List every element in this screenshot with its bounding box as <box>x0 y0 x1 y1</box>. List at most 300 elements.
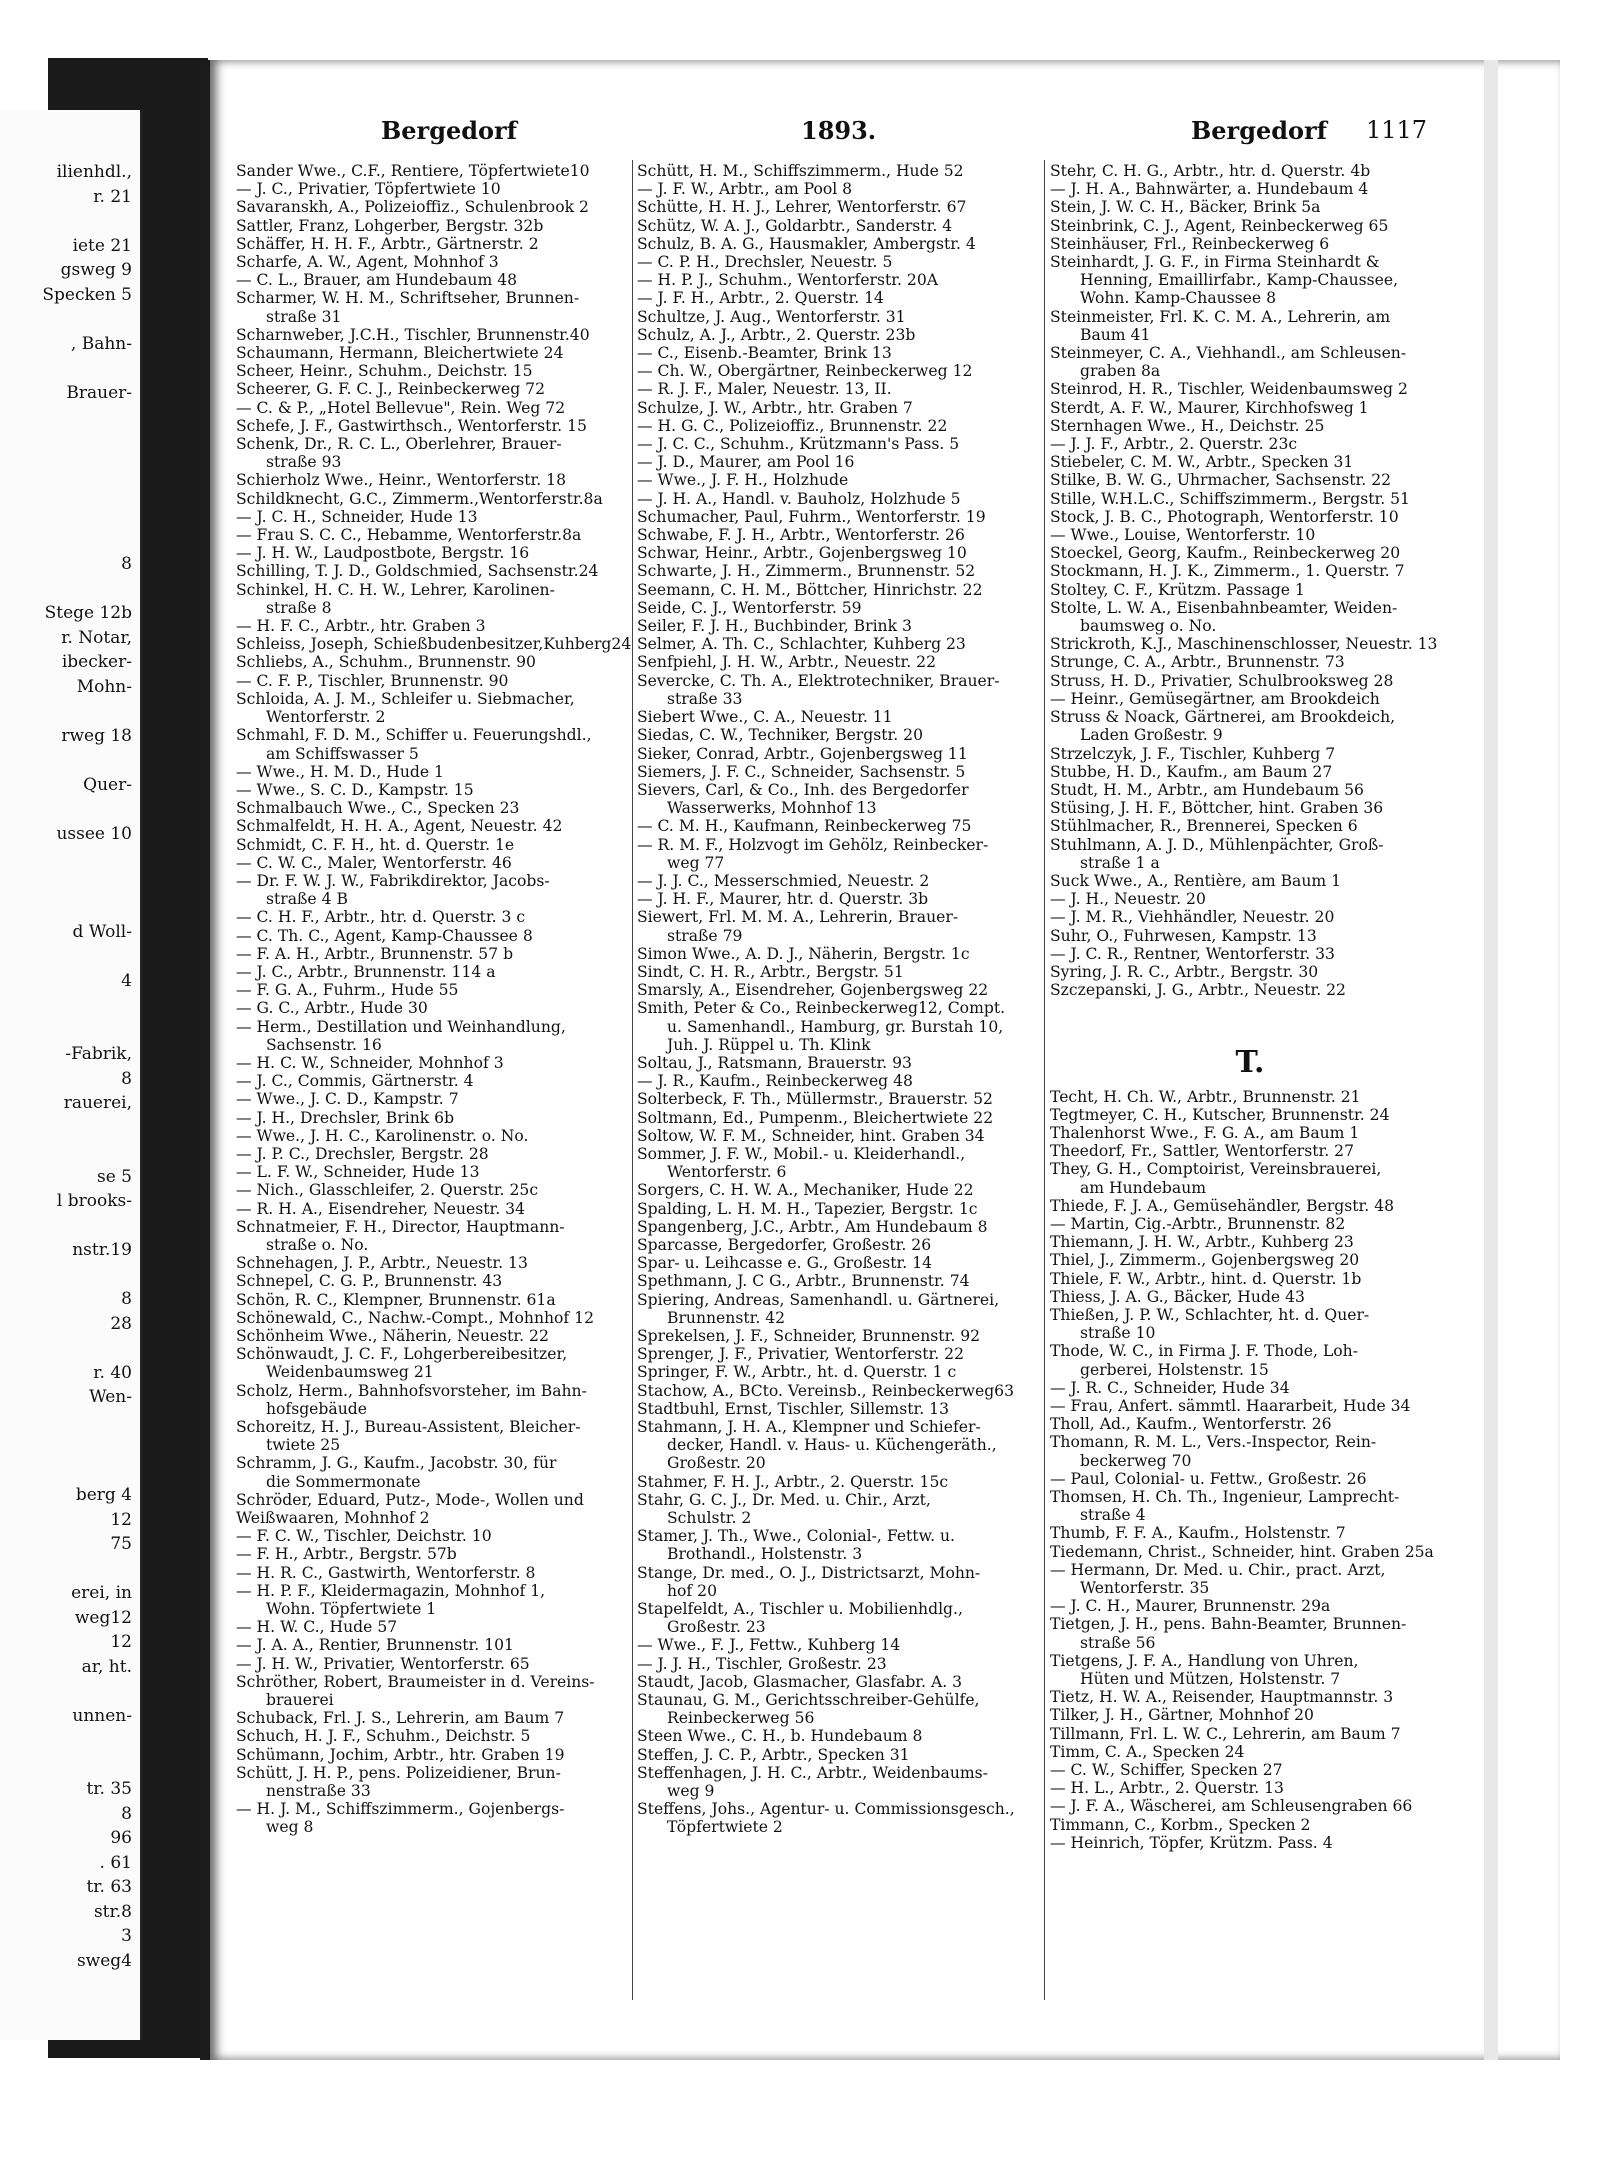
directory-entry: — F. G. A., Fuhrm., Hude 55 <box>236 981 459 1000</box>
directory-entry: Sternhagen Wwe., H., Deichstr. 25 <box>1050 416 1325 435</box>
directory-entry: straße 8 <box>266 598 332 617</box>
directory-entry: Schinkel, H. C. H. W., Lehrer, Karolinen- <box>236 580 555 599</box>
prev-page-fragment: 12 <box>110 1632 132 1652</box>
prev-page-fragment: Mohn- <box>76 676 132 697</box>
directory-entry: beckerweg 70 <box>1080 1451 1192 1470</box>
directory-entry: Sparcasse, Bergedorfer, Großestr. 26 <box>637 1235 932 1254</box>
directory-entry: Wentorferstr. 2 <box>266 708 386 727</box>
directory-entry: Schütt, H. M., Schiffszimmerm., Hude 52 <box>637 162 964 180</box>
directory-column-1 <box>236 162 636 1837</box>
directory-column-3 <box>1050 162 1450 1852</box>
directory-entry: twiete 25 <box>266 1436 341 1455</box>
directory-entry: Severcke, C. Th. A., Elektrotechniker, Brauer- <box>637 671 1000 690</box>
directory-entry: Stockmann, H. J. K., Zimmerm., 1. Querstr. 7 <box>1050 562 1405 581</box>
directory-entry: Steinbrink, C. J., Agent, Reinbeckerweg 65 <box>1050 216 1389 235</box>
prev-page-fragment: l brooks- <box>56 1191 132 1211</box>
directory-entry: Seiler, F. J. H., Buchbinder, Brink 3 <box>637 617 912 636</box>
directory-entry: — Wwe., S. C. D., Kampstr. 15 <box>236 780 474 799</box>
directory-entry: Tietgens, J. F. A., Handlung von Uhren, <box>1050 1651 1359 1670</box>
directory-entry: Stuhlmann, A. J. D., Mühlenpächter, Groß- <box>1050 835 1384 854</box>
directory-entry: — C. F. P., Tischler, Brunnenstr. 90 <box>236 671 509 690</box>
directory-entry: Schümann, Jochim, Arbtr., htr. Graben 19 <box>236 1745 565 1764</box>
directory-entry: Brunnenstr. 42 <box>667 1308 786 1327</box>
directory-entry: — H. R. C., Gastwirth, Wentorferstr. 8 <box>236 1563 536 1582</box>
directory-entry: — J. R. C., Schneider, Hude 34 <box>1050 1378 1290 1397</box>
directory-entry: Spangenberg, J.C., Arbtr., Am Hundebaum 8 <box>637 1217 988 1236</box>
directory-entry: Thumb, F. F. A., Kaufm., Holstenstr. 7 <box>1050 1524 1346 1543</box>
directory-entry: Schönheim Wwe., Näherin, Neuestr. 22 <box>236 1327 549 1345</box>
directory-entry: Schulze, J. W., Arbtr., htr. Graben 7 <box>637 398 913 417</box>
prev-page-fragment: 75 <box>110 1534 132 1554</box>
directory-entry: Thiede, F. J. A., Gemüsehändler, Bergstr. 48 <box>1050 1196 1395 1215</box>
directory-entry: — Wwe., Louise, Wentorferstr. 10 <box>1050 526 1316 545</box>
directory-entry: — R. J. F., Maler, Neuestr. 13, II. <box>637 380 892 399</box>
prev-page-fragment: d Woll- <box>72 921 132 942</box>
prev-page-fragment: Stege 12b <box>44 603 132 623</box>
directory-entry: graben 8a <box>1080 362 1161 381</box>
directory-entry: — Frau S. C. C., Hebamme, Wentorferstr.8a <box>236 526 582 545</box>
prev-page-fragment: se 5 <box>96 1166 132 1187</box>
directory-entry: baumsweg o. No. <box>1080 617 1217 636</box>
directory-entry: am Schiffswasser 5 <box>266 744 419 763</box>
prev-page-fragment: nstr.19 <box>72 1240 132 1260</box>
directory-entry: Stoltey, C. F., Krützm. Passage 1 <box>1050 580 1305 599</box>
directory-entry: Siebert Wwe., C. A., Neuestr. 11 <box>637 708 893 727</box>
directory-entry: — F. A. H., Arbtr., Brunnenstr. 57 b <box>236 944 514 963</box>
directory-entry: Sprekelsen, J. F., Schneider, Brunnenstr. 92 <box>637 1327 981 1345</box>
directory-entry: Stahmann, J. H. A., Klempner und Schiefer- <box>637 1418 981 1437</box>
prev-page-fragment: -Fabrik, <box>65 1044 132 1064</box>
directory-entry: — C. Th. C., Agent, Kamp-Chaussee 8 <box>236 926 533 945</box>
prev-page-fragment: 96 <box>110 1828 132 1848</box>
directory-entry: Sterdt, A. F. W., Maurer, Kirchhofsweg 1 <box>1050 398 1369 417</box>
directory-entry: Schnepel, C. G. P., Brunnenstr. 43 <box>236 1272 503 1291</box>
directory-entry: Siemers, J. F. C., Schneider, Sachsenstr. 5 <box>637 762 966 781</box>
directory-entry: Schilling, T. J. D., Goldschmied, Sachsenstr.24 <box>236 562 599 581</box>
directory-entry: Seide, C. J., Wentorferstr. 59 <box>637 598 862 617</box>
directory-entry: Wasserwerks, Mohnhof 13 <box>667 799 877 818</box>
directory-entry: Syring, J. R. C., Arbtr., Bergstr. 30 <box>1050 962 1319 981</box>
directory-entry: — J. F. A., Wäscherei, am Schleusengraben 66 <box>1050 1797 1413 1816</box>
directory-entry: — F. C. W., Tischler, Deichstr. 10 <box>236 1527 492 1546</box>
directory-entry: Spethmann, J. C G., Arbtr., Brunnenstr. 74 <box>637 1272 970 1291</box>
directory-entry: Studt, H. M., Arbtr., am Hundebaum 56 <box>1050 780 1364 799</box>
directory-entry: Schönewald, C., Nachw.-Compt., Mohnhof 12 <box>236 1308 595 1327</box>
directory-entry: Solterbeck, F. Th., Müllermstr., Brauerstr. 52 <box>637 1090 993 1109</box>
directory-entry: Schloida, A. J. M., Schleifer u. Siebmacher, <box>236 689 575 708</box>
directory-entry: Suhr, O., Fuhrwesen, Kampstr. 13 <box>1050 926 1317 945</box>
directory-entry: — J. H. F., Maurer, htr. d. Querstr. 3b <box>637 890 929 909</box>
directory-entry: weg 9 <box>667 1782 715 1801</box>
directory-entry: — Wwe., J. F. H., Holzhude <box>637 471 849 490</box>
directory-entry: — J. H. A., Bahnwärter, a. Hundebaum 4 <box>1050 180 1369 199</box>
directory-entry: Schütz, W. A. J., Goldarbtr., Sanderstr. 4 <box>637 216 953 235</box>
directory-entry: Suck Wwe., A., Rentière, am Baum 1 <box>1050 871 1342 890</box>
directory-entry: Großestr. 20 <box>667 1454 766 1473</box>
directory-entry: — J. H., Neuestr. 20 <box>1050 890 1206 909</box>
directory-entry: Timmann, C., Korbm., Specken 2 <box>1050 1815 1311 1834</box>
directory-entry: Scharfe, A. W., Agent, Mohnhof 3 <box>236 253 499 272</box>
directory-entry: Stange, Dr. med., O. J., Districtsarzt, Mohn- <box>637 1563 981 1582</box>
header-town-right: Bergedorf <box>1191 116 1328 145</box>
directory-entry: — Wwe., J. C. D., Kampstr. 7 <box>236 1090 459 1109</box>
page-right-edge <box>1484 60 1498 2060</box>
previous-page-edge <box>0 110 143 2040</box>
prev-page-fragment: sweg4 <box>76 1950 132 1971</box>
prev-page-fragment: rauerei, <box>63 1093 132 1113</box>
directory-entry: Stüsing, J. H. F., Böttcher, hint. Graben 36 <box>1050 799 1384 818</box>
prev-page-fragment: ibecker- <box>61 652 132 672</box>
directory-entry: straße 10 <box>1080 1324 1156 1343</box>
prev-page-fragment: erei, in <box>71 1583 132 1603</box>
directory-entry: Szczepanski, J. G., Arbtr., Neuestr. 22 <box>1050 981 1346 1000</box>
directory-entry: hofsgebäude <box>266 1399 367 1418</box>
prev-page-fragment: rweg 18 <box>61 725 132 746</box>
directory-entry: Tilker, J. H., Gärtner, Mohnhof 20 <box>1050 1706 1314 1725</box>
directory-entry: Schleiss, Joseph, Schießbudenbesitzer,Kuhberg24 <box>236 635 632 654</box>
directory-entry: Schütt, J. H. P., pens. Polizeidiener, Brun- <box>236 1763 561 1782</box>
directory-entry: — R. H. A., Eisendreher, Neuestr. 34 <box>236 1199 525 1218</box>
directory-entry: Thiess, J. A. G., Bäcker, Hude 43 <box>1050 1287 1305 1306</box>
directory-entry: — H. P. J., Schuhm., Wentorferstr. 20A <box>637 271 939 290</box>
directory-entry: Schnatmeier, F. H., Director, Hauptmann- <box>236 1217 565 1236</box>
directory-entry: Senfpiehl, J. H. W., Arbtr., Neuestr. 22 <box>637 653 936 672</box>
directory-entry: Siedas, C. W., Techniker, Bergstr. 20 <box>637 726 923 745</box>
directory-entry: Schuback, Frl. J. S., Lehrerin, am Baum 7 <box>236 1709 565 1728</box>
directory-entry: Brothandl., Holstenstr. 3 <box>667 1545 863 1564</box>
prev-page-fragment: . 61 <box>99 1852 132 1873</box>
directory-entry: Sattler, Franz, Lohgerber, Bergstr. 32b <box>236 216 544 235</box>
directory-entry: straße 4 <box>1080 1506 1146 1525</box>
directory-entry: — C., Eisenb.-Beamter, Brink 13 <box>637 344 892 363</box>
directory-entry: Juh. J. Rüppel u. Th. Klink <box>667 1035 871 1054</box>
directory-entry: hof 20 <box>667 1581 718 1600</box>
directory-entry: — Heinrich, Töpfer, Krützm. Pass. 4 <box>1050 1833 1333 1852</box>
directory-entry: straße 4 B <box>266 890 348 909</box>
directory-entry: Schönwaudt, J. C. F., Lohgerbereibesitzer, <box>236 1345 568 1364</box>
directory-entry: Stolte, L. W. A., Eisenbahnbeamter, Weiden- <box>1050 598 1398 617</box>
prev-page-fragment: 8 <box>121 1068 132 1089</box>
directory-entry: Schröder, Eduard, Putz-, Mode-, Wollen und <box>236 1490 584 1509</box>
directory-entry: Steinrod, H. R., Tischler, Weidenbaumsweg 2 <box>1050 380 1408 399</box>
directory-entry: — H. P. F., Kleidermagazin, Mohnhof 1, <box>236 1581 546 1600</box>
prev-page-fragment: Quer- <box>83 774 132 795</box>
directory-entry: Töpfertwiete 2 <box>667 1818 783 1837</box>
directory-entry: Schenk, Dr., R. C. L., Oberlehrer, Brauer- <box>236 435 562 454</box>
directory-entry: Thomann, R. M. L., Vers.-Inspector, Rein- <box>1050 1433 1377 1452</box>
directory-entry: Techt, H. Ch. W., Arbtr., Brunnenstr. 21 <box>1050 1087 1361 1106</box>
directory-entry: — C. P. H., Drechsler, Neuestr. 5 <box>637 253 893 272</box>
directory-entry: Schäffer, H. H. F., Arbtr., Gärtnerstr. 2 <box>236 234 539 253</box>
directory-entry: — F. H., Arbtr., Bergstr. 57b <box>236 1545 457 1564</box>
directory-entry: Scheer, Heinr., Schuhm., Deichstr. 15 <box>236 362 533 381</box>
directory-entry: straße 31 <box>266 307 342 326</box>
header-year: 1893. <box>801 116 877 145</box>
directory-entry: — L. F. W., Schneider, Hude 13 <box>236 1163 480 1182</box>
directory-entry: — Wwe., F. J., Fettw., Kuhberg 14 <box>637 1636 901 1655</box>
directory-entry: Sievers, Carl, & Co., Inh. des Bergedorfer <box>637 780 969 799</box>
directory-entry: Spalding, L. H. M. H., Tapezier, Bergstr. 1c <box>637 1199 978 1218</box>
directory-entry: Henning, Emaillirfabr., Kamp-Chaussee, <box>1080 271 1399 290</box>
directory-entry: Scharnweber, J.C.H., Tischler, Brunnenstr.40 <box>236 325 590 344</box>
directory-entry: Steinmeister, Frl. K. C. M. A., Lehrerin, am <box>1050 307 1391 326</box>
directory-entry: Thiel, J., Zimmerm., Gojenbergsweg 20 <box>1050 1251 1360 1270</box>
directory-entry: Scheerer, G. F. C. J., Reinbeckerweg 72 <box>236 380 546 399</box>
directory-entry: Savaranskh, A., Polizeioffiz., Schulenbrook 2 <box>236 198 589 217</box>
directory-entry: Strzelczyk, J. F., Tischler, Kuhberg 7 <box>1050 744 1336 763</box>
prev-page-fragment: ussee 10 <box>56 823 132 844</box>
directory-entry: Tietgen, J. H., pens. Bahn-Beamter, Brunnen- <box>1050 1615 1407 1634</box>
directory-entry: Springer, F. W., Arbtr., ht. d. Querstr. 1 c <box>637 1363 957 1382</box>
prev-page-fragment: , Bahn- <box>70 333 132 354</box>
directory-entry: Laden Großestr. 9 <box>1080 726 1223 745</box>
directory-entry: — Paul, Colonial- u. Fettw., Großestr. 26 <box>1050 1469 1367 1488</box>
prev-page-fragment: Specken 5 <box>42 284 132 305</box>
directory-entry: Simon Wwe., A. D. J., Näherin, Bergstr. 1c <box>637 944 970 963</box>
directory-entry: — C. & P., „Hotel Bellevue", Rein. Weg 72 <box>236 398 566 417</box>
directory-entry: Sindt, C. H. R., Arbtr., Bergstr. 51 <box>637 962 904 981</box>
directory-entry: — J. H., Drechsler, Brink 6b <box>236 1108 455 1127</box>
directory-entry: Steinmeyer, C. A., Viehhandl., am Schleusen- <box>1050 344 1407 363</box>
directory-entry: — Wwe., J. H. C., Karolinenstr. o. No. <box>236 1126 529 1145</box>
directory-entry: — C. W., Schiffer, Specken 27 <box>1050 1761 1283 1780</box>
prev-page-fragment: 3 <box>121 1926 132 1946</box>
directory-entry: Spar- u. Leihcasse e. G., Großestr. 14 <box>637 1254 933 1273</box>
directory-entry: Schultze, J. Aug., Wentorferstr. 31 <box>637 307 906 326</box>
directory-entry: Soltow, W. F. M., Schneider, hint. Graben 34 <box>637 1126 985 1145</box>
directory-entry: — J. C. H., Schneider, Hude 13 <box>236 507 478 526</box>
directory-entry: — J. C., Arbtr., Brunnenstr. 114 a <box>236 962 496 981</box>
directory-entry: Schildknecht, G.C., Zimmerm.,Wentorferstr.8a <box>236 489 603 508</box>
directory-entry: Stapelfeldt, A., Tischler u. Mobilienhdlg., <box>637 1600 963 1619</box>
directory-entry: Strunge, C. A., Arbtr., Brunnenstr. 73 <box>1050 653 1345 672</box>
directory-entry: Struss & Noack, Gärtnerei, am Brookdeich, <box>1050 708 1396 727</box>
directory-entry: gerberei, Holstenstr. 15 <box>1080 1360 1269 1379</box>
directory-entry: — J. A. A., Rentier, Brunnenstr. 101 <box>236 1636 514 1655</box>
directory-entry: Schmalbauch Wwe., C., Specken 23 <box>236 799 520 818</box>
directory-entry: — Herm., Destillation und Weinhandlung, <box>236 1017 566 1036</box>
directory-entry: Schefe, J. F., Gastwirthsch., Wentorferstr. 15 <box>236 416 587 435</box>
prev-page-fragment: r. 40 <box>93 1362 132 1383</box>
directory-entry: Tiedemann, Christ., Schneider, hint. Graben 25a <box>1050 1542 1434 1561</box>
directory-entry: Scholz, Herm., Bahnhofsvorsteher, im Bahn- <box>236 1381 587 1400</box>
directory-entry: Schmalfeldt, H. H. A., Agent, Neuestr. 42 <box>236 817 563 836</box>
prev-page-fragment: gsweg 9 <box>60 260 132 280</box>
directory-entry: brauerei <box>266 1691 334 1710</box>
directory-entry: Wentorferstr. 35 <box>1080 1579 1210 1598</box>
directory-entry: — G. C., Arbtr., Hude 30 <box>236 999 428 1018</box>
directory-entry: Hüten und Mützen, Holstenstr. 7 <box>1080 1670 1341 1689</box>
column-divider <box>1044 160 1045 2000</box>
directory-entry: Stehr, C. H. G., Arbtr., htr. d. Querstr. 4b <box>1050 162 1371 180</box>
directory-entry: am Hundebaum <box>1080 1178 1207 1197</box>
directory-entry: Stille, W.H.L.C., Schiffszimmerm., Bergstr. 51 <box>1050 489 1410 508</box>
directory-entry: Sprenger, J. F., Privatier, Wentorferstr. 22 <box>637 1345 965 1364</box>
directory-entry: Steen Wwe., C. H., b. Hundebaum 8 <box>637 1727 923 1746</box>
directory-entry: — H. G. C., Polizeioffiz., Brunnenstr. 22 <box>637 416 948 435</box>
prev-page-fragment: 28 <box>110 1313 132 1334</box>
directory-entry: Weidenbaumsweg 21 <box>266 1363 434 1382</box>
directory-entry: Staunau, G. M., Gerichtsschreiber-Gehülfe, <box>637 1691 980 1710</box>
directory-entry: decker, Handl. v. Haus- u. Küchengeräth., <box>667 1436 997 1455</box>
directory-entry: Steffenhagen, J. H. C., Arbtr., Weidenbaums- <box>637 1763 988 1782</box>
directory-entry: — J. J. H., Tischler, Großestr. 23 <box>637 1654 887 1673</box>
directory-entry: — Heinr., Gemüsegärtner, am Brookdeich <box>1050 689 1380 708</box>
directory-entry: Weißwaaren, Mohnhof 2 <box>236 1509 430 1528</box>
directory-entry: — J. F. H., Arbtr., 2. Querstr. 14 <box>637 289 884 308</box>
directory-entry: Stühlmacher, R., Brennerei, Specken 6 <box>1050 817 1358 836</box>
directory-entry: Thomsen, H. Ch. Th., Ingenieur, Lamprecht- <box>1050 1488 1400 1507</box>
directory-entry: — C. M. H., Kaufmann, Reinbeckerweg 75 <box>637 817 972 836</box>
directory-entry: Stilke, B. W. G., Uhrmacher, Sachsenstr. 22 <box>1050 471 1392 490</box>
directory-entry: Schröther, Robert, Braumeister in d. Vereins- <box>236 1672 595 1691</box>
directory-entry: — J. R., Kaufm., Reinbeckerweg 48 <box>637 1072 913 1091</box>
directory-entry: Soltau, J., Ratsmann, Brauerstr. 93 <box>637 1053 912 1072</box>
directory-entry: — J. F. W., Arbtr., am Pool 8 <box>637 180 853 199</box>
directory-entry: Schaumann, Hermann, Bleichertwiete 24 <box>236 344 564 363</box>
prev-page-fragment: 12 <box>110 1509 132 1530</box>
directory-entry: Stiebeler, C. M. W., Arbtr., Specken 31 <box>1050 453 1354 472</box>
prev-page-fragment: 8 <box>121 1289 132 1309</box>
page-header <box>236 116 1436 156</box>
directory-entry: Schütte, H. H. J., Lehrer, Wentorferstr. 67 <box>637 198 967 217</box>
directory-entry: Tholl, Ad., Kaufm., Wentorferstr. 26 <box>1050 1415 1332 1434</box>
directory-entry: Schön, R. C., Klempner, Brunnenstr. 61a <box>236 1290 556 1309</box>
directory-entry: Staudt, Jacob, Glasmacher, Glasfabr. A. 3 <box>637 1672 963 1691</box>
directory-entry: Stahmer, F. H. J., Arbtr., 2. Querstr. 15c <box>637 1472 949 1491</box>
directory-entry: Stamer, J. Th., Wwe., Colonial-, Fettw. u. <box>637 1527 955 1546</box>
directory-entry: Schumacher, Paul, Fuhrm., Wentorferstr. 19 <box>637 507 986 526</box>
prev-page-fragment: r. 21 <box>93 186 132 207</box>
directory-entry: Sorgers, C. H. W. A., Mechaniker, Hude 22 <box>637 1181 974 1200</box>
directory-entry: Theedorf, Fr., Sattler, Wentorferstr. 27 <box>1050 1142 1355 1161</box>
directory-entry: — J. D., Maurer, am Pool 16 <box>637 453 855 472</box>
directory-entry: Steffens, Johs., Agentur- u. Commissionsgesch., <box>637 1800 1015 1819</box>
directory-entry: Schulz, A. J., Arbtr., 2. Querstr. 23b <box>637 325 916 344</box>
directory-entry: Schulz, B. A. G., Hausmakler, Ambergstr. 4 <box>637 234 976 253</box>
directory-entry: Stein, J. W. C. H., Bäcker, Brink 5a <box>1050 198 1321 217</box>
directory-entry: straße 93 <box>266 453 342 472</box>
directory-entry: — J. J. F., Arbtr., 2. Querstr. 23c <box>1050 435 1298 454</box>
directory-entry: Sachsenstr. 16 <box>266 1035 382 1054</box>
directory-entry: Seemann, C. H. M., Böttcher, Hinrichstr. 22 <box>637 580 983 599</box>
directory-entry: Thode, W. C., in Firma J. F. Thode, Loh- <box>1050 1342 1358 1361</box>
directory-entry: Steinhäuser, Frl., Reinbeckerweg 6 <box>1050 234 1330 253</box>
directory-entry: Reinbeckerweg 56 <box>667 1709 815 1728</box>
directory-entry: Steffen, J. C. P., Arbtr., Specken 31 <box>637 1745 910 1764</box>
directory-entry: — Dr. F. W. J. W., Fabrikdirektor, Jacobs- <box>236 871 550 890</box>
directory-entry: Tietz, H. W. A., Reisender, Hauptmannstr. 3 <box>1050 1688 1394 1707</box>
directory-entry: Schwarte, J. H., Zimmerm., Brunnenstr. 52 <box>637 562 976 581</box>
directory-entry: — C. W. C., Maler, Wentorferstr. 46 <box>236 853 512 872</box>
prev-page-fragment: Brauer- <box>66 382 132 403</box>
directory-entry: straße o. No. <box>266 1235 369 1254</box>
directory-entry: Thalenhorst Wwe., F. G. A., am Baum 1 <box>1050 1123 1360 1142</box>
directory-entry: They, G. H., Comptoirist, Vereinsbrauerei, <box>1050 1160 1382 1179</box>
directory-entry: — C. H. F., Arbtr., htr. d. Querstr. 3 c <box>236 908 526 927</box>
directory-entry: Selmer, A. Th. C., Schlachter, Kuhberg 23 <box>637 635 966 654</box>
directory-entry: Stachow, A., BCto. Vereinsb., Reinbeckerweg63 <box>637 1381 1015 1400</box>
prev-page-fragment: str.8 <box>93 1901 132 1922</box>
directory-entry: Thiemann, J. H. W., Arbtr., Kuhberg 23 <box>1050 1233 1354 1252</box>
directory-entry: Großestr. 23 <box>667 1618 766 1637</box>
directory-entry: Tegtmeyer, C. H., Kutscher, Brunnenstr. 24 <box>1050 1105 1390 1124</box>
prev-page-fragment: tr. 35 <box>86 1779 132 1799</box>
prev-page-fragment: Wen- <box>89 1387 132 1407</box>
directory-entry: weg 8 <box>266 1818 314 1837</box>
directory-entry: Schramm, J. G., Kaufm., Jacobstr. 30, für <box>236 1454 557 1473</box>
directory-entry: Timm, C. A., Specken 24 <box>1050 1742 1245 1761</box>
directory-entry: Schwabe, F. J. H., Arbtr., Wentorferstr. 26 <box>637 526 965 545</box>
directory-entry: straße 33 <box>667 689 743 708</box>
directory-entry: — Nich., Glasschleifer, 2. Querstr. 25c <box>236 1181 539 1200</box>
directory-entry: Strickroth, K.J., Maschinenschlosser, Neuestr. 13 <box>1050 635 1438 654</box>
directory-entry: — J. M. R., Viehhändler, Neuestr. 20 <box>1050 908 1335 927</box>
directory-entry: — C. L., Brauer, am Hundebaum 48 <box>236 271 518 290</box>
directory-entry: — R. M. F., Holzvogt im Gehölz, Reinbecker- <box>637 835 989 854</box>
prev-page-fragment: weg12 <box>74 1607 132 1628</box>
prev-page-fragment: unnen- <box>72 1705 132 1726</box>
directory-entry: Tillmann, Frl. L. W. C., Lehrerin, am Baum 7 <box>1050 1724 1401 1743</box>
directory-entry: — J. H. A., Handl. v. Bauholz, Holzhude 5 <box>637 489 961 508</box>
header-town-left: Bergedorf <box>381 116 518 145</box>
directory-entry: Schmidt, C. F. H., ht. d. Querstr. 1e <box>236 835 515 854</box>
directory-entry: Schnehagen, J. P., Arbtr., Neuestr. 13 <box>236 1254 528 1273</box>
directory-entry: — H. W. C., Hude 57 <box>236 1618 398 1637</box>
directory-entry: — Hermann, Dr. Med. u. Chir., pract. Arzt, <box>1050 1560 1386 1579</box>
directory-entry: straße 56 <box>1080 1633 1156 1652</box>
directory-entry: Soltmann, Ed., Pumpenm., Bleichertwiete 22 <box>637 1108 994 1127</box>
directory-entry: Stadtbuhl, Ernst, Tischler, Sillemstr. 13 <box>637 1399 949 1418</box>
directory-entry: — J. H. W., Privatier, Wentorferstr. 65 <box>236 1654 530 1673</box>
directory-entry: Schulstr. 2 <box>667 1509 752 1528</box>
section-letter: T. <box>1235 1044 1265 1080</box>
directory-entry: Sander Wwe., C.F., Rentiere, Töpfertwiete10 <box>236 162 590 180</box>
prev-page-fragment: 8 <box>121 1803 132 1824</box>
prev-page-fragment: ar, ht. <box>81 1656 132 1677</box>
directory-entry: Stoeckel, Georg, Kaufm., Reinbeckerweg 20 <box>1050 544 1401 563</box>
directory-entry: — J. C. C., Schuhm., Krützmann's Pass. 5 <box>637 435 960 454</box>
directory-entry: die Sommermonate <box>266 1472 421 1491</box>
prev-page-fragment: tr. 63 <box>86 1877 132 1897</box>
directory-entry: Schwar, Heinr., Arbtr., Gojenbergsweg 10 <box>637 544 967 563</box>
directory-entry: Smith, Peter & Co., Reinbeckerweg12, Compt. <box>637 999 1006 1018</box>
directory-entry: — J. C. R., Rentner, Wentorferstr. 33 <box>1050 944 1335 963</box>
directory-entry: — H. F. C., Arbtr., htr. Graben 3 <box>236 617 486 636</box>
prev-page-fragment: ilienhdl., <box>56 162 132 182</box>
directory-entry: Schuch, H. J. F., Schuhm., Deichstr. 5 <box>236 1727 531 1746</box>
prev-page-fragment: berg 4 <box>75 1485 132 1505</box>
page-number: 1117 <box>1366 116 1428 144</box>
directory-entry: Spiering, Andreas, Samenhandl. u. Gärtnerei, <box>637 1290 1000 1309</box>
prev-page-fragment: r. Notar, <box>61 627 132 648</box>
prev-page-fragment: 4 <box>121 970 132 991</box>
directory-entry: Scharmer, W. H. M., Schriftseher, Brunnen- <box>236 289 580 308</box>
directory-entry: Schmahl, F. D. M., Schiffer u. Feuerungshdl., <box>236 726 592 745</box>
directory-entry: — Frau, Anfert. sämmtl. Haararbeit, Hude 34 <box>1050 1397 1411 1415</box>
directory-entry: — J. H. W., Laudpostbote, Bergstr. 16 <box>236 544 530 563</box>
directory-entry: Wentorferstr. 6 <box>667 1163 787 1182</box>
directory-entry: Thießen, J. P. W., Schlachter, ht. d. Quer- <box>1050 1305 1370 1324</box>
prev-page-fragment: 8 <box>121 554 132 574</box>
directory-entry: Stahr, G. C. J., Dr. Med. u. Chir., Arzt, <box>637 1490 931 1509</box>
directory-entry: — J. P. C., Drechsler, Bergstr. 28 <box>236 1144 489 1163</box>
directory-entry: u. Samenhandl., Hamburg, gr. Burstah 10, <box>667 1017 1004 1036</box>
directory-entry: straße 1 a <box>1080 853 1160 872</box>
directory-entry: — Martin, Cig.-Arbtr., Brunnenstr. 82 <box>1050 1214 1346 1233</box>
directory-entry: weg 77 <box>667 853 725 872</box>
directory-entry: Wohn. Kamp-Chaussee 8 <box>1080 289 1276 308</box>
